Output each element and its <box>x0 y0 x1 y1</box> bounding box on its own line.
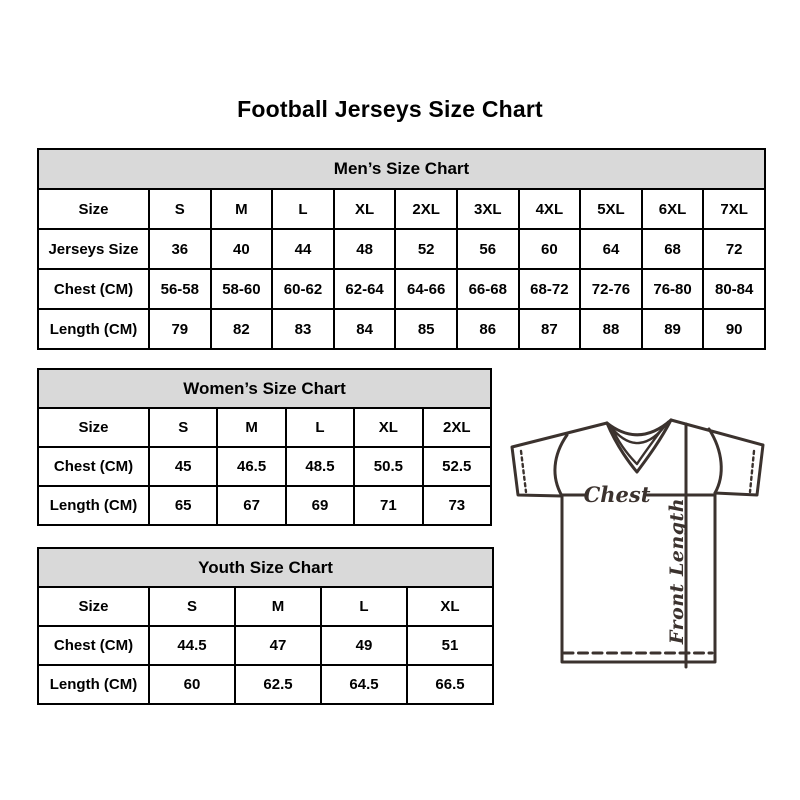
value-cell: 68-72 <box>519 269 581 309</box>
table-row <box>38 587 493 626</box>
value-cell: 56-58 <box>149 269 211 309</box>
jersey-armhole-left <box>555 435 567 496</box>
chest-label: Chest <box>583 482 651 507</box>
row-label-cell: Jerseys Size <box>38 229 149 269</box>
value-cell: 83 <box>272 309 334 349</box>
value-cell: 62-64 <box>334 269 396 309</box>
value-cell: 72-76 <box>580 269 642 309</box>
value-cell: 5XL <box>580 189 642 229</box>
value-cell: 3XL <box>457 189 519 229</box>
value-cell: 69 <box>286 486 354 525</box>
value-cell: 7XL <box>703 189 765 229</box>
table-row <box>38 309 765 349</box>
value-cell: 86 <box>457 309 519 349</box>
value-cell: 62.5 <box>235 665 321 704</box>
value-cell: 71 <box>354 486 422 525</box>
value-cell: 44.5 <box>149 626 235 665</box>
value-cell: 76-80 <box>642 269 704 309</box>
table-row <box>38 626 493 665</box>
value-cell: 60 <box>149 665 235 704</box>
value-cell: 60 <box>519 229 581 269</box>
value-cell: 47 <box>235 626 321 665</box>
row-label-cell: Length (CM) <box>38 665 149 704</box>
value-cell: 48.5 <box>286 447 354 486</box>
value-cell: 80-84 <box>703 269 765 309</box>
value-cell: 50.5 <box>354 447 422 486</box>
table-row <box>38 229 765 269</box>
value-cell: L <box>272 189 334 229</box>
row-label-cell: Size <box>38 408 149 447</box>
value-cell: 2XL <box>423 408 491 447</box>
row-label-cell: Size <box>38 587 149 626</box>
value-cell: 6XL <box>642 189 704 229</box>
page-title: Football Jerseys Size Chart <box>237 96 543 122</box>
value-cell: 73 <box>423 486 491 525</box>
value-cell: 82 <box>211 309 273 349</box>
table-row <box>38 189 765 229</box>
value-cell: XL <box>407 587 493 626</box>
value-cell: 58-60 <box>211 269 273 309</box>
value-cell: 44 <box>272 229 334 269</box>
table-row <box>38 486 491 525</box>
value-cell: 64-66 <box>395 269 457 309</box>
table-caption-row <box>38 149 765 189</box>
table-row <box>38 408 491 447</box>
value-cell: S <box>149 587 235 626</box>
value-cell: 85 <box>395 309 457 349</box>
value-cell: 64 <box>580 229 642 269</box>
value-cell: 79 <box>149 309 211 349</box>
value-cell: 36 <box>149 229 211 269</box>
mens-size-table <box>37 148 766 350</box>
value-cell: 45 <box>149 447 217 486</box>
value-cell: 89 <box>642 309 704 349</box>
value-cell: 49 <box>321 626 407 665</box>
value-cell: XL <box>354 408 422 447</box>
value-cell: 60-62 <box>272 269 334 309</box>
value-cell: 67 <box>217 486 285 525</box>
value-cell: 64.5 <box>321 665 407 704</box>
value-cell: 40 <box>211 229 273 269</box>
value-cell: 46.5 <box>217 447 285 486</box>
value-cell: 56 <box>457 229 519 269</box>
youth-size-table <box>37 547 494 705</box>
value-cell: XL <box>334 189 396 229</box>
value-cell: 72 <box>703 229 765 269</box>
row-label-cell: Chest (CM) <box>38 447 149 486</box>
value-cell: S <box>149 189 211 229</box>
row-label-cell: Size <box>38 189 149 229</box>
value-cell: 66-68 <box>457 269 519 309</box>
value-cell: 48 <box>334 229 396 269</box>
table-title: Men’s Size Chart <box>38 149 765 189</box>
value-cell: 52 <box>395 229 457 269</box>
value-cell: L <box>286 408 354 447</box>
value-cell: 87 <box>519 309 581 349</box>
sleeve-cuff-dashed-line-left <box>521 451 526 492</box>
table-row <box>38 269 765 309</box>
value-cell: 4XL <box>519 189 581 229</box>
value-cell: 66.5 <box>407 665 493 704</box>
row-label-cell: Length (CM) <box>38 309 149 349</box>
sleeve-cuff-dashed-line-right <box>750 451 754 492</box>
value-cell: M <box>211 189 273 229</box>
jersey-measurement-diagram <box>505 405 775 685</box>
value-cell: 84 <box>334 309 396 349</box>
value-cell: L <box>321 587 407 626</box>
value-cell: M <box>235 587 321 626</box>
table-caption-row <box>38 369 491 408</box>
value-cell: M <box>217 408 285 447</box>
row-label-cell: Chest (CM) <box>38 269 149 309</box>
jersey-outline <box>512 420 763 662</box>
table-row <box>38 447 491 486</box>
value-cell: 52.5 <box>423 447 491 486</box>
front-length-label: Front Length <box>666 497 688 645</box>
value-cell: 90 <box>703 309 765 349</box>
value-cell: 2XL <box>395 189 457 229</box>
row-label-cell: Length (CM) <box>38 486 149 525</box>
row-label-cell: Chest (CM) <box>38 626 149 665</box>
table-caption-row <box>38 548 493 587</box>
value-cell: 65 <box>149 486 217 525</box>
value-cell: 51 <box>407 626 493 665</box>
jersey-armhole-right <box>709 429 721 493</box>
value-cell: 88 <box>580 309 642 349</box>
value-cell: S <box>149 408 217 447</box>
table-title: Women’s Size Chart <box>38 369 491 408</box>
table-row <box>38 665 493 704</box>
womens-size-table <box>37 368 492 526</box>
value-cell: 68 <box>642 229 704 269</box>
table-title: Youth Size Chart <box>38 548 493 587</box>
